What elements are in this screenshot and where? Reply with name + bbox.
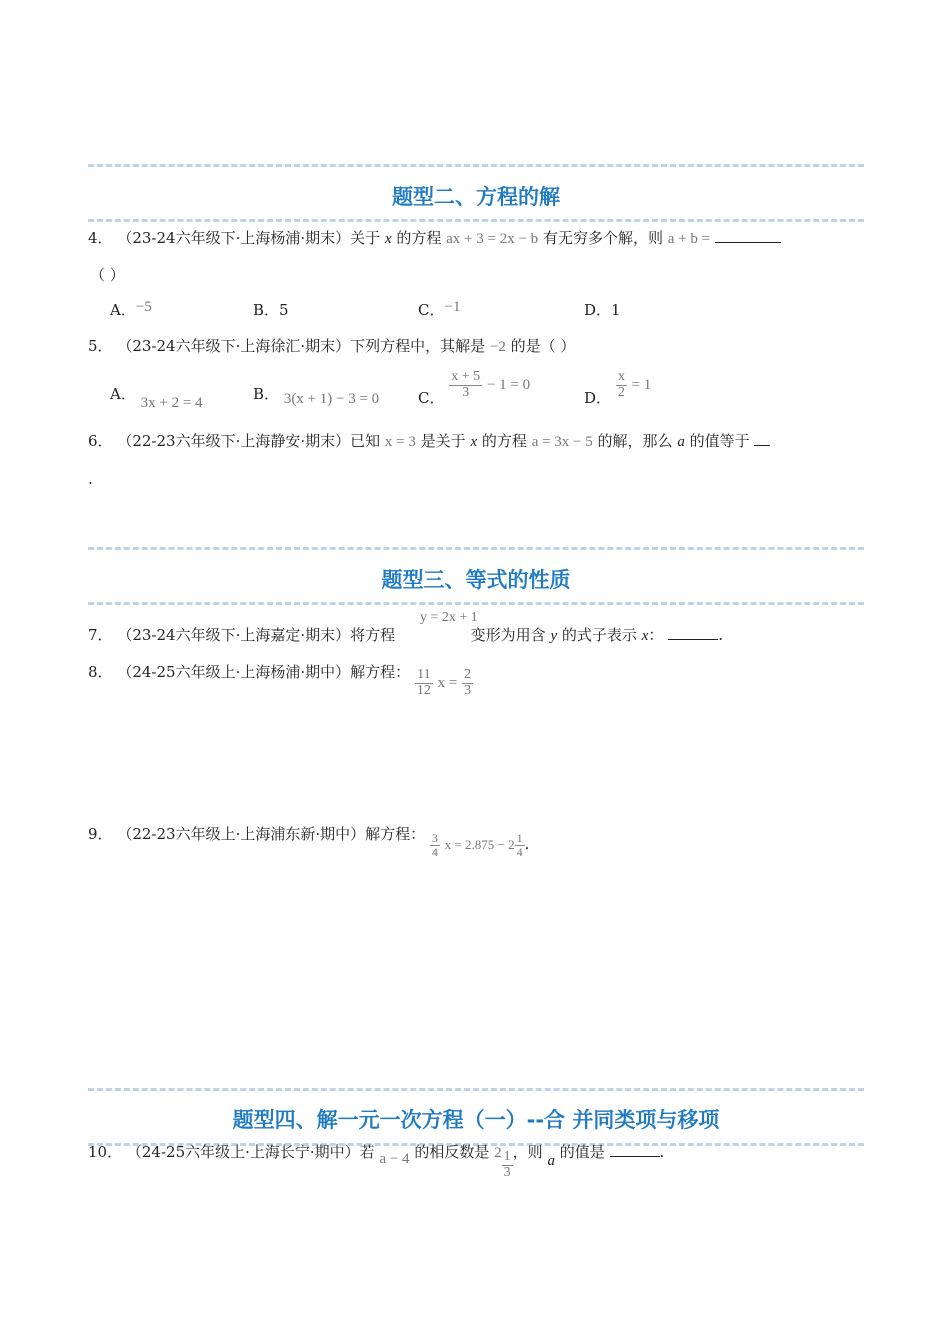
- expression: a − 4: [379, 1151, 410, 1168]
- section-divider-top: [88, 547, 864, 550]
- answer-paren: （ ）: [90, 266, 125, 284]
- expression: a + b =: [667, 231, 711, 247]
- question-6: [88, 430, 770, 451]
- option-equation-rest: − 1 = 0: [486, 377, 531, 394]
- question-text: （23-24六年级下·上海杨浦·期末）关于: [117, 229, 381, 247]
- question-10: [88, 1143, 665, 1180]
- question-text: 有无穷多个解，则: [542, 229, 663, 247]
- numerator: x: [617, 369, 625, 384]
- question-7: [88, 624, 723, 645]
- question-text: ：: [648, 626, 664, 644]
- section-title: 题型三、等式的性质: [381, 568, 571, 592]
- question-number: 4．: [88, 229, 113, 247]
- question-tail: .: [718, 626, 723, 644]
- question-number: 7．: [88, 626, 113, 644]
- numerator: 1: [516, 831, 523, 845]
- option-equation: 3(x + 1) − 3 = 0: [283, 391, 380, 407]
- option-b[interactable]: [253, 383, 380, 407]
- section-title: 题型四、解一元一次方程（一）--合 并同类项与移项: [232, 1108, 720, 1132]
- question-5: [88, 335, 575, 356]
- question-text: （24-25六年级上·上海长宁·期中）若: [126, 1143, 375, 1162]
- question-number: 5．: [88, 337, 113, 355]
- mixed-number-whole: 2: [494, 1145, 502, 1162]
- condition: x = 3: [384, 434, 416, 450]
- question-number: 8．: [88, 663, 113, 682]
- question-text: 是关于: [420, 432, 466, 450]
- question-text: ，则: [512, 1143, 543, 1162]
- question-tail: .: [524, 835, 530, 854]
- fraction: [502, 1150, 513, 1180]
- option-label: D．: [584, 301, 612, 319]
- fraction: [430, 832, 440, 858]
- question-4: [88, 227, 781, 248]
- variable-a: a: [677, 434, 685, 450]
- question-number: 10．: [88, 1143, 123, 1162]
- option-a[interactable]: [110, 383, 203, 411]
- solution-value: −2: [489, 339, 506, 355]
- numerator: x + 5: [451, 369, 481, 384]
- option-equation-rest: = 1: [631, 377, 652, 394]
- question-text: 的式子表示: [561, 626, 637, 644]
- variable-y: y: [550, 628, 558, 644]
- fraction: [415, 668, 433, 698]
- denominator: 3: [503, 1164, 511, 1180]
- question-text: （24-25六年级上·上海杨浦·期中）解方程：: [117, 663, 411, 682]
- option-value: 5: [279, 301, 289, 319]
- denominator: 4: [431, 844, 438, 859]
- question-number: 9．: [88, 825, 113, 844]
- option-label: A．: [110, 385, 136, 403]
- section-divider-top: [88, 1088, 864, 1091]
- question-text: （22-23六年级上·上海浦东新·期中）解方程：: [117, 825, 426, 844]
- fraction: [616, 370, 627, 400]
- option-value: −5: [135, 299, 152, 315]
- equation-middle: x =: [437, 675, 458, 692]
- numerator: 3: [431, 831, 438, 845]
- option-label: D．: [584, 389, 612, 408]
- equation: ax + 3 = 2x − b: [446, 231, 539, 247]
- question-text: 的是（ ）: [510, 337, 576, 355]
- option-equation: 3x + 2 = 4: [140, 395, 203, 411]
- option-b[interactable]: [253, 299, 289, 320]
- denominator: 3: [464, 682, 472, 698]
- question-text: 的方程: [396, 229, 442, 247]
- section-divider-bottom: [88, 602, 864, 605]
- option-c[interactable]: [418, 299, 460, 320]
- question-text: 的方程: [481, 432, 527, 450]
- equation-raised: y = 2x + 1: [420, 610, 478, 625]
- option-c[interactable]: [418, 369, 531, 408]
- denominator: 4: [516, 844, 523, 859]
- question-text: （23-24六年级下·上海嘉定·期末）将方程: [117, 626, 396, 644]
- question-number: 6．: [88, 432, 113, 450]
- option-label: B．: [253, 301, 280, 319]
- option-label: C．: [418, 389, 445, 408]
- variable-a: a: [547, 1153, 555, 1170]
- denominator: 12: [416, 682, 431, 698]
- answer-blank[interactable]: [715, 228, 781, 243]
- fraction: [462, 668, 473, 698]
- equation-middle: x = 2.875 − 2: [444, 837, 515, 853]
- option-d[interactable]: [584, 369, 652, 408]
- option-label: C．: [418, 301, 445, 319]
- question-tail: .: [659, 1143, 665, 1162]
- question-tail: .: [88, 470, 93, 488]
- question-9: [88, 825, 530, 859]
- answer-blank[interactable]: [668, 625, 718, 640]
- question-text: 的相反数是: [414, 1143, 490, 1162]
- numerator: 1: [503, 1149, 511, 1164]
- fraction: [449, 370, 482, 400]
- question-text: 的解，那么: [597, 432, 673, 450]
- option-value: −1: [444, 299, 461, 315]
- answer-blank[interactable]: [754, 431, 770, 446]
- section-divider-top: [88, 164, 864, 167]
- question-text: 的值是: [559, 1143, 605, 1162]
- question-text: （22-23六年级下·上海静安·期末）已知: [117, 432, 381, 450]
- variable-x: x: [470, 434, 478, 450]
- option-a[interactable]: [110, 299, 152, 320]
- denominator: 2: [617, 384, 625, 400]
- section-divider-bottom: [88, 219, 864, 222]
- numerator: 2: [464, 667, 472, 682]
- question-text: 的值等于: [689, 432, 750, 450]
- option-value: 1: [611, 301, 621, 319]
- variable-x: x: [641, 628, 649, 644]
- question-text: （23-24六年级下·上海徐汇·期末）下列方程中，其解是: [117, 337, 486, 355]
- question-8: [88, 663, 473, 698]
- numerator: 11: [417, 667, 431, 682]
- answer-blank[interactable]: [610, 1142, 660, 1157]
- fraction: [515, 832, 525, 858]
- equation: a = 3x − 5: [531, 434, 593, 450]
- option-label: B．: [253, 385, 280, 403]
- question-text: 变形为用含: [470, 626, 546, 644]
- option-label: A．: [110, 301, 136, 319]
- variable-x: x: [384, 231, 392, 247]
- denominator: 3: [462, 384, 470, 400]
- section-title: 题型二、方程的解: [392, 185, 560, 209]
- option-d[interactable]: [584, 299, 621, 320]
